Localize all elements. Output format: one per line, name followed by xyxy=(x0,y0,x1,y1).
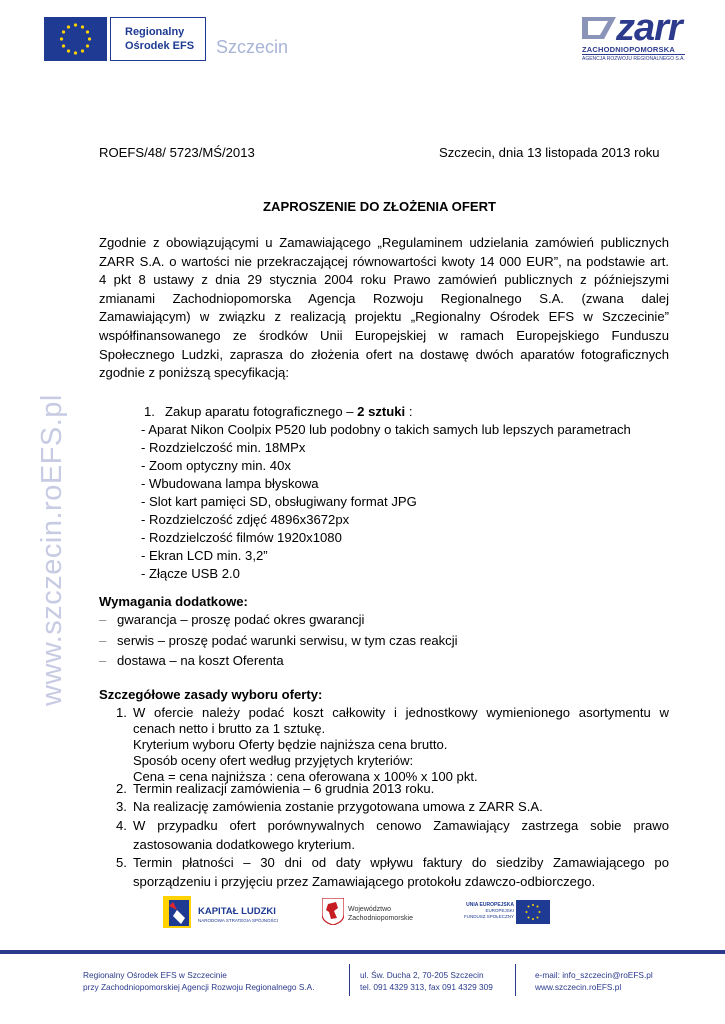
spec-line: - Aparat Nikon Coolpix P520 lub podobny o takich samych lub lepszych parametrach xyxy=(141,422,631,437)
spec-line: - Ekran LCD min. 3,2” xyxy=(141,548,268,563)
footer-separator xyxy=(349,964,350,996)
zarr-logo: zarr xyxy=(616,7,682,49)
requirements-heading: Wymagania dodatkowe: xyxy=(99,594,248,609)
kapital-ludzki-subtitle: NARODOWA STRATEGIA SPÓJNOŚCI xyxy=(198,918,279,923)
footer-org-line1: Regionalny Ośrodek EFS w Szczecinie xyxy=(83,970,227,980)
spec-item-number: 1. xyxy=(144,404,155,419)
document-reference: ROEFS/48/ 5723/MŚ/2013 xyxy=(99,145,255,160)
rule-line: Kryterium wyboru Oferty będzie najniższa cena brutto. xyxy=(133,737,448,752)
intro-line: zgodnie z poniższą specyfikacją: xyxy=(99,365,289,381)
footer-org-line2: przy Zachodniopomorskiej Agencji Rozwoju Regionalnego S.A. xyxy=(83,982,315,992)
header-city: Szczecin xyxy=(216,37,289,57)
rule-line: Sposób oceny ofert według przyjętych kryteriów: xyxy=(133,753,414,768)
requirement-item: gwarancja – proszę podać okres gwarancji xyxy=(117,612,365,627)
efs-logo-line2: Ośrodek EFS xyxy=(125,40,195,52)
footer-address-line1: ul. Św. Ducha 2, 70-205 Szczecin xyxy=(360,970,484,980)
kapital-ludzki-title: KAPITAŁ LUDZKI xyxy=(198,906,276,917)
rule-number: 3. xyxy=(116,799,127,814)
footer-address xyxy=(360,969,493,993)
spec-line: - Slot kart pamięci SD, obsługiwany format JPG xyxy=(141,494,417,509)
spec-line: - Zoom optyczny min. 40x xyxy=(141,458,291,473)
eu-label-line3: FUNDUSZ SPOŁECZNY xyxy=(463,914,514,919)
eu-label-line2: EUROPEJSKI xyxy=(485,908,514,913)
rule-5 xyxy=(133,854,669,891)
spec-line: - Złącze USB 2.0 xyxy=(141,566,240,581)
rule-line: cenach netto i brutto za 1 sztukę. xyxy=(133,721,326,736)
requirement-dash: – xyxy=(99,653,107,668)
intro-line: Społecznego Ludzki, zaprasza do złożenia ofert na dostawę dwóch aparatów fotograficznych xyxy=(99,346,669,362)
intro-line: Zamawiającym) w związku z realizacją projektu „Regionalny Ośrodek EFS w Szczecinie” xyxy=(99,309,669,325)
footer-organization xyxy=(83,969,315,993)
zarr-logo-subtitle-small: AGENCJA ROZWOJU REGIONALNEGO S.A. xyxy=(582,56,685,62)
intro-line: zmianami Zachodniopomorska Agencja Rozwoju Regionalnego S.A. (zwana dalej xyxy=(99,290,669,306)
intro-line: Zgodnie z obowiązującymi u Zamawiającego „Regulaminem udzielania zamówień publicznych xyxy=(99,235,669,250)
rule-number: 5. xyxy=(116,855,127,870)
requirement-dash: – xyxy=(99,612,107,627)
zarr-logo-subtitle: ZACHODNIOPOMORSKA xyxy=(582,45,675,54)
spec-item-tail: : xyxy=(405,404,413,419)
rule-line: sporządzeniu i przyjęciu przez Zamawiającego protokołu zdawczo-odbiorczego. xyxy=(133,873,596,889)
spec-line: - Rozdzielczość filmów 1920x1080 xyxy=(141,530,342,545)
eu-flag-small-icon xyxy=(516,900,550,924)
voivodeship-label xyxy=(348,905,413,923)
zarr-logo-mark-icon xyxy=(582,17,616,39)
footer-email: e-mail: info_szczecin@roEFS.pl xyxy=(535,970,653,980)
footer-website: www.szczecin.roEFS.pl xyxy=(535,982,622,992)
eu-esf-label xyxy=(450,902,514,920)
rule-line: zastosowania dodatkowego kryterium. xyxy=(133,836,355,852)
rule-number: 4. xyxy=(116,818,127,833)
footer-phone-line: tel. 091 4329 313, fax 091 4329 309 xyxy=(360,982,493,992)
intro-line: współfinansowanego ze środków Unii Europejskiej w ramach Europejskiego Funduszu xyxy=(99,327,669,343)
document-date: Szczecin, dnia 13 listopada 2013 roku xyxy=(439,145,660,160)
requirement-item: serwis – proszę podać warunki serwisu, w tym czas reakcji xyxy=(117,633,458,648)
spec-item-text: Zakup aparatu fotograficznego – xyxy=(165,404,354,419)
rule-number: 2. xyxy=(116,781,127,796)
spec-item-heading xyxy=(165,403,412,421)
spec-line: - Rozdzielczość zdjęć 4896x3672px xyxy=(141,512,350,527)
rule-line: Cena = cena najniższa : cena oferowana x 100% x 100 pkt. xyxy=(133,769,478,784)
eu-flag-logo xyxy=(44,17,107,61)
eu-label-line1: UNIA EUROPEJSKA xyxy=(466,902,514,908)
griffin-coat-of-arms-icon xyxy=(322,898,344,925)
rules-heading: Szczegółowe zasady wyboru oferty: xyxy=(99,687,323,702)
rule-3: Na realizację zamówienia zostanie przygotowana umowa z ZARR S.A. xyxy=(133,799,543,814)
intro-paragraph xyxy=(99,234,669,382)
rule-1 xyxy=(133,704,669,785)
spec-line: - Rozdzielczość min. 18MPx xyxy=(141,440,306,455)
spec-list xyxy=(141,421,631,583)
footer-contact xyxy=(535,969,653,993)
rule-line: Termin płatności – 30 dni od daty wpływu faktury do siedziby Zamawiającego po xyxy=(133,855,669,870)
document-title: ZAPROSZENIE DO ZŁOŻENIA OFERT xyxy=(263,199,497,214)
footer-divider xyxy=(0,950,725,954)
rule-line: W ofercie należy podać koszt całkowity i jednostkowy wymienionego asortymentu w xyxy=(133,705,669,720)
voivodeship-line2: Zachodniopomorskie xyxy=(348,915,413,922)
rule-number: 1. xyxy=(116,705,127,720)
voivodeship-line1: Województwo xyxy=(348,906,392,913)
regional-efs-logo xyxy=(110,17,206,61)
intro-line: 4 pkt 8 ustawy z dnia 29 stycznia 2004 roku Prawo zamówień publicznych z późniejszymi xyxy=(99,272,669,288)
rule-line: W przypadku ofert porównywalnych cenowo Zamawiający zastrzega sobie prawo xyxy=(133,818,669,833)
kapital-ludzki-logo-icon xyxy=(163,896,191,928)
spec-line: - Wbudowana lampa błyskowa xyxy=(141,476,319,491)
rule-2: Termin realizacji zamówienia – 6 grudnia 2013 roku. xyxy=(133,781,435,796)
efs-logo-line1: Regionalny xyxy=(125,26,185,38)
footer-separator xyxy=(515,964,516,996)
website-watermark: www.szczecin.roEFS.pl xyxy=(36,394,68,706)
spec-item-quantity: 2 sztuki xyxy=(357,404,406,419)
requirement-dash: – xyxy=(99,633,107,648)
intro-line: ZARR S.A. o wartości nie przekraczającej równowartości kwoty 14 000 EUR”, na podstawie art. xyxy=(99,253,669,269)
requirement-item: dostawa – na koszt Oferenta xyxy=(117,653,284,668)
rule-4 xyxy=(133,817,669,854)
